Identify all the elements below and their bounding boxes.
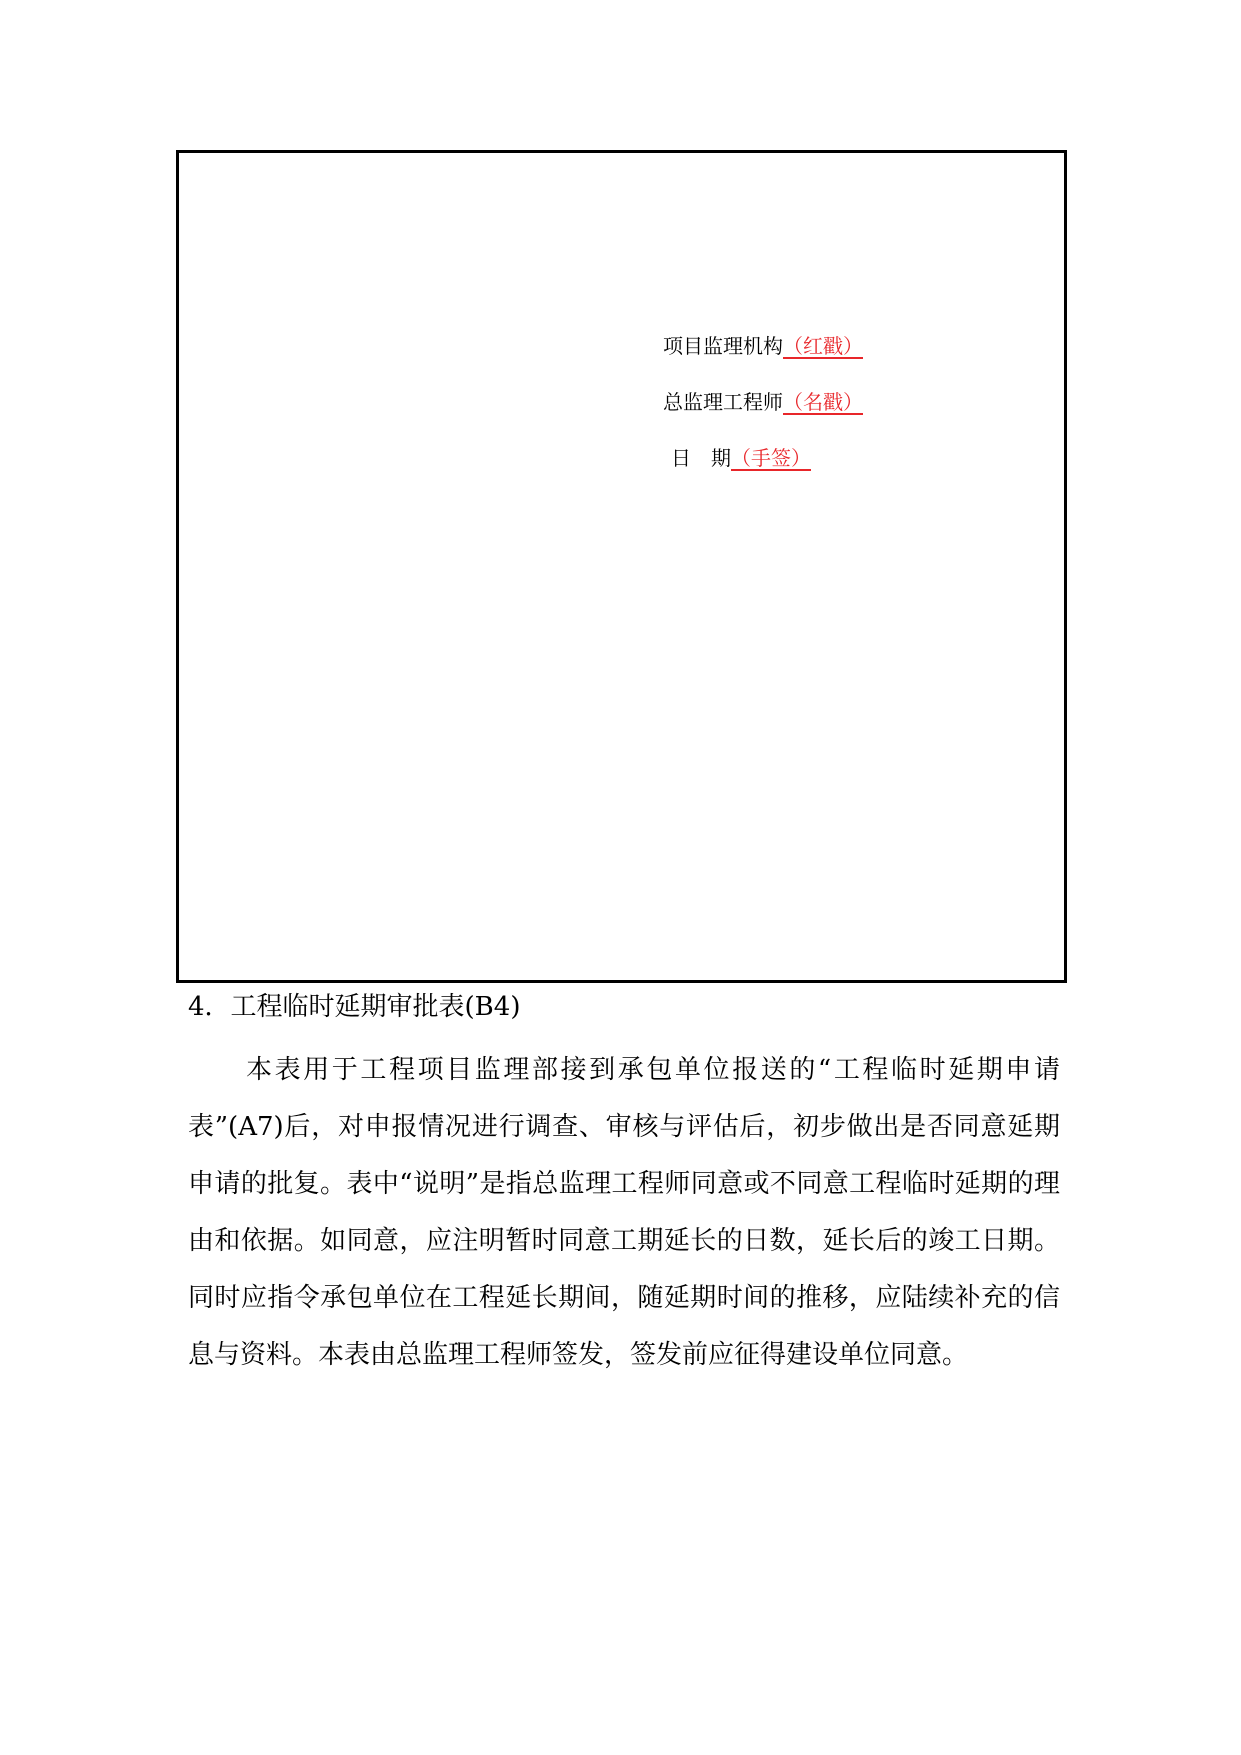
- date-label: 日 期: [671, 446, 731, 470]
- organization-label: 项目监理机构: [663, 334, 783, 358]
- organization-stamp-placeholder: （红戳）: [783, 334, 863, 358]
- chief-engineer-stamp-placeholder: （名戳）: [783, 390, 863, 414]
- chief-engineer-stamp-line: [663, 390, 863, 414]
- section-heading: 4．工程临时延期审批表(B4): [188, 992, 521, 1022]
- date-signature-line: [671, 446, 811, 470]
- organization-stamp-line: [663, 334, 863, 358]
- section-body-paragraph: 本表用于工程项目监理部接到承包单位报送的“工程临时延期申请表”(A7)后，对申报情况进行调查、审核与评估后，初步做出是否同意延期申请的批复。表中“说明”是指总监理工程师同意或不同意工程临时延期的理由和依据。如同意，应注明暂时同意工期延长的日数，延长后的竣工日期。同时应指令承包单位在工程延长期间，随延期时间的推移，应陆续补充的信息与资料。本表由总监理工程师签发，签发前应征得建设单位同意。: [188, 1055, 1060, 1370]
- date-signature-placeholder: （手签）: [731, 446, 811, 470]
- approval-form-box: [176, 150, 1067, 983]
- chief-engineer-label: 总监理工程师: [663, 390, 783, 414]
